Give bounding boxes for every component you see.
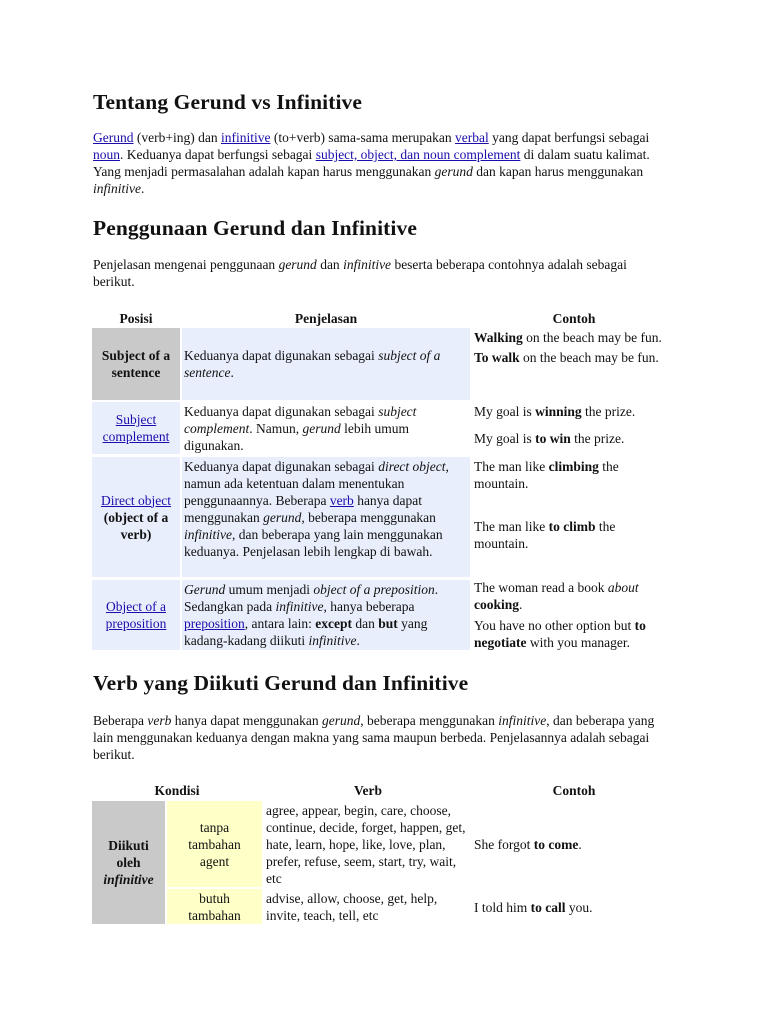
section-title: Tentang Gerund vs Infinitive <box>93 90 363 114</box>
subject-complement-link[interactable]: Subject complement <box>102 412 170 444</box>
table-row-position <box>92 402 180 454</box>
preposition-link[interactable]: preposition <box>184 616 245 631</box>
verbal-link[interactable]: verbal <box>455 130 489 145</box>
column-header: Penjelasan <box>294 311 358 326</box>
column-header: Posisi <box>119 311 153 326</box>
verb-list: agree, appear, begin, care, choose, continue, decide, forget, happen, get, hate, learn, hope, like, love, plan, prefer, refuse, seem, start, try, wait, etc <box>266 803 466 886</box>
table-row-explanation: Gerund umum menjadi object of a preposition. Sedangkan pada infinitive, hanya beberapa preposition, antara lain: except dan but yang kadang-kadang diikuti infinitive. <box>182 580 470 650</box>
verb-list: advise, allow, choose, get, help, invite, teach, tell, etc <box>266 891 438 923</box>
section-title: Verb yang Diikuti Gerund dan Infinitive <box>93 671 469 695</box>
gerund-link[interactable]: Gerund <box>93 130 134 145</box>
verb-link[interactable]: verb <box>329 493 354 508</box>
table-row-examples: Walking on the beach may be fun. To walk on the beach may be fun. <box>474 330 662 365</box>
object-of-preposition-link[interactable]: Object of a preposition <box>105 599 167 631</box>
section-title: Penggunaan Gerund dan Infinitive <box>93 216 417 240</box>
column-header: Kondisi <box>154 783 200 798</box>
table-row-explanation: Keduanya dapat digunakan sebagai direct object, namun ada ketentuan dalam menentukan penggunaannya. Beberapa verb hanya dapat menggunakan gerund, beberapa menggunakan infinitive, dan beberapa yang lain menggunakan keduanya. Penjelasan lebih lengkap di bawah. <box>182 457 470 577</box>
subject-object-link[interactable]: subject, object, dan noun complement <box>315 147 521 162</box>
intro-paragraph: Gerund (verb+ing) dan infinitive (to+verb) sama-sama merupakan verbal yang dapat berfungsi sebagai noun. Keduanya dapat berfungsi sebagai subject, object, dan noun complement di dalam suatu kalimat. Yang menjadi permasalahan adalah kapan harus menggunakan gerund dan kapan harus menggunakan infinitive. <box>93 130 650 196</box>
table-row-explanation: Keduanya dapat digunakan sebagai subject complement. Namun, gerund lebih umum digunakan. <box>184 404 417 453</box>
table-row-examples: The man like climbing the mountain. The man like to climb the mountain. <box>474 459 619 551</box>
table-row-position <box>92 580 180 650</box>
table-row-examples: My goal is winning the prize. My goal is to win the prize. <box>474 404 636 446</box>
condition-group: Diikuti oleh infinitive <box>92 801 165 924</box>
table-row-examples: The woman read a book about cooking. You have no other option but to negotiate with you manager. <box>474 580 646 650</box>
infinitive-link[interactable]: infinitive <box>220 130 271 145</box>
direct-object-link[interactable]: Direct object <box>100 492 172 508</box>
section-paragraph: Beberapa verb hanya dapat menggunakan gerund, beberapa menggunakan infinitive, dan beberapa yang lain menggunakan keduanya dengan makna yang sama maupun berbeda. Penjelasannya adalah sebagai berikut. <box>93 713 655 762</box>
example-sentence: She forgot to come. <box>474 837 582 852</box>
noun-link[interactable]: noun <box>93 147 120 162</box>
condition-subtype: tanpa tambahan agent <box>167 801 262 887</box>
section-paragraph: Penjelasan mengenai penggunaan gerund dan infinitive beserta beberapa contohnya adalah sebagai berikut. <box>93 257 627 289</box>
condition-subtype: butuh tambahan <box>167 889 262 924</box>
table-row-position: Subject of a sentence <box>92 328 180 400</box>
column-header: Verb <box>353 783 382 798</box>
table-row-position: Direct object (object of a verb) <box>92 457 180 577</box>
table-row-explanation: Keduanya dapat digunakan sebagai subject of a sentence. <box>182 328 470 400</box>
column-header: Contoh <box>552 783 596 798</box>
column-header: Contoh <box>552 311 596 326</box>
example-sentence: I told him to call you. <box>474 900 593 915</box>
